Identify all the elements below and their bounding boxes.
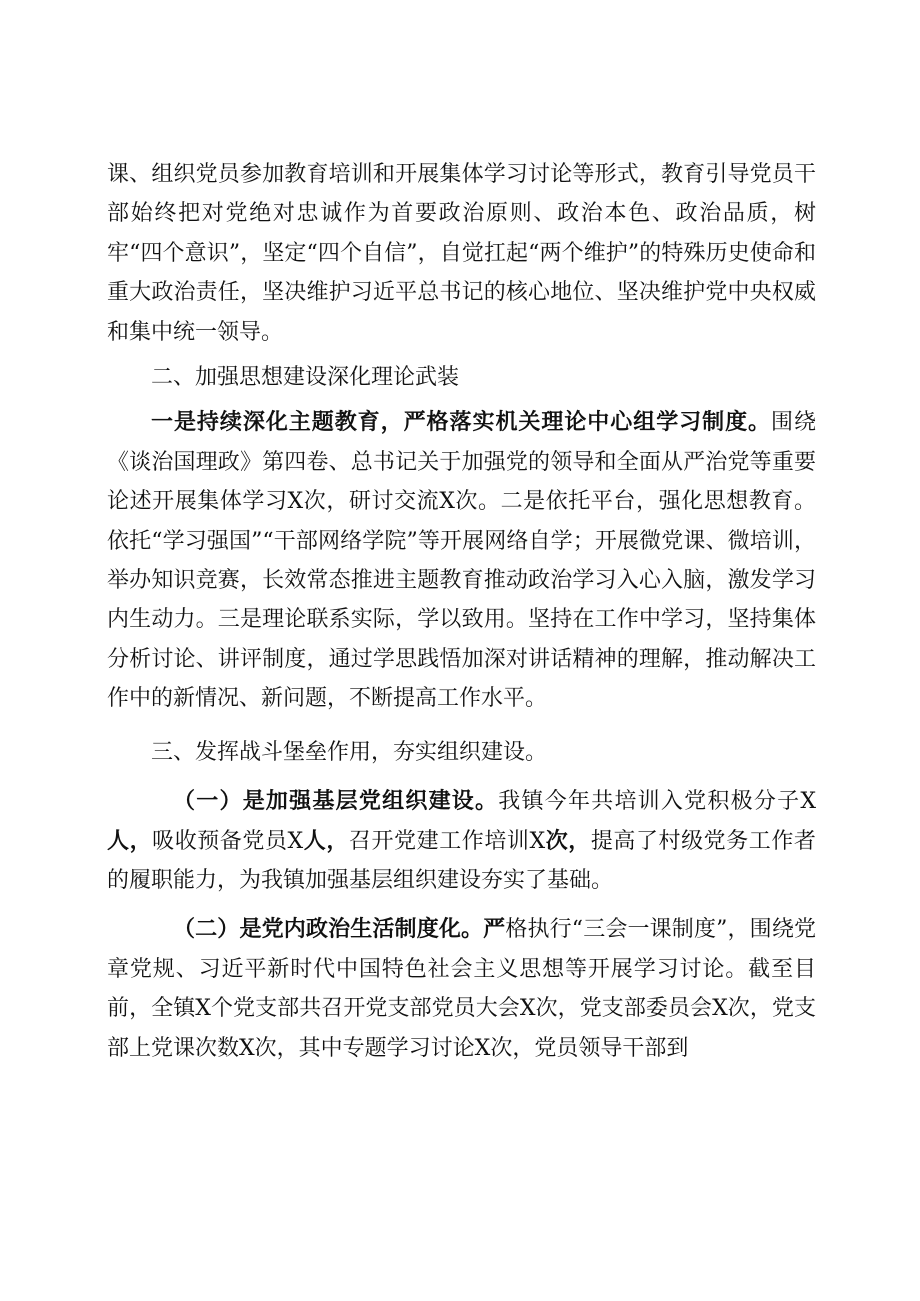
paragraph-body: 提高了村级党务工作者的履职能力，为我镇加强基层组织建设夯实了基础。 (107, 828, 816, 893)
bold-fragment: 人， (107, 827, 153, 854)
paragraph-ideology (107, 403, 816, 718)
paragraph-body: 吸收预备党员X (152, 828, 304, 854)
document-page (107, 155, 816, 1068)
paragraph-grassroots (107, 782, 816, 900)
paragraph-lead-bold: （一）是加强基层党组织建设。 (173, 788, 499, 815)
section-heading-3: 三、发挥战斗堡垒作用，夯实组织建设。 (151, 739, 548, 765)
paragraph-continuation: 课、组织党员参加教育培训和开展集体学习讨论等形式，教育引导党员干部始终把对党绝对忠诚作为首要政治原则、政治本色、政治品质，树牢“四个意识”，坚定“四个自信”，自觉扛起“两个维护”的特殊历史使命和重大政治责任，坚决维护习近平总书记的核心地位、坚决维护党中央权威和集中统一领导。 (107, 162, 816, 345)
paragraph-lead-bold: 一是持续深化主题教育，严格落实机关理论中心组学习制度。 (151, 409, 772, 436)
bold-fragment: 人， (303, 827, 349, 854)
section-heading-2: 二、加强思想建设深化理论武装 (151, 365, 460, 391)
paragraph-political-life (107, 910, 816, 1068)
paragraph-lead-bold: （二）是党内政治生活制度化。 (173, 916, 484, 943)
paragraph-body: 我镇今年共培训入党积极分子X (498, 789, 816, 815)
paragraph-body: 召开党建工作培训X (348, 828, 546, 854)
bold-fragment: 严 (483, 916, 506, 943)
paragraph-body: 围绕《谈治国理政》第四卷、总书记关于加强党的领导和全面从严治党等重要论述开展集体学习X次，研讨交流X次。二是依托平台，强化思想教育。依托“学习强国”“干部网络学院”等开展网络自学；开展微党课、微培训，举办知识竞赛，长效常态推进主题教育推动政治学习入心入脑，激发学习内生动力。三是理论联系实际，学以致用。坚持在工作中学习，坚持集体分析讨论、讲评制度，通过学思践悟加深对讲话精神的理解，推动解决工作中的新情况、新问题，不断提高工作水平。 (107, 410, 816, 712)
paragraph-body: 格执行“三会一课制度”，围绕党章党规、习近平新时代中国特色社会主义思想等开展学习讨论。截至目前，全镇X个党支部共召开党支部党员大会X次，党支部委员会X次，党支部上党课次数X次，其中专题学习讨论X次，党员领导干部到 (107, 917, 816, 1061)
bold-fragment: 次， (545, 827, 591, 854)
